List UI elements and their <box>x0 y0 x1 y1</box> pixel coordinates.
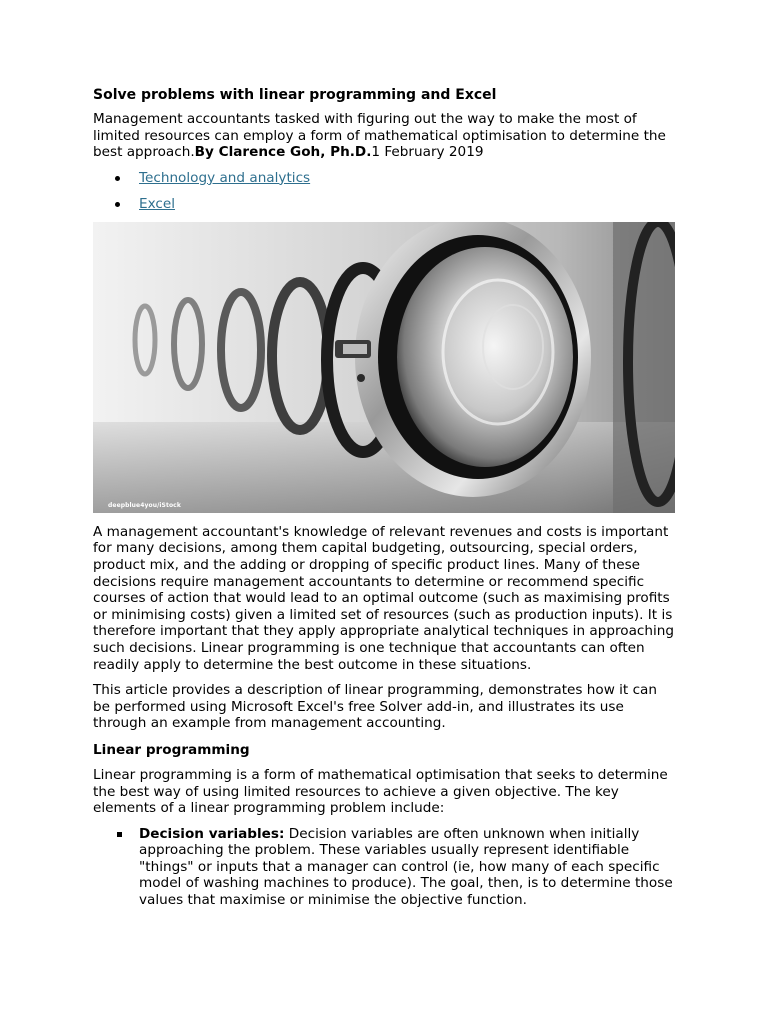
list-item-text: Decision variables are often unknown when initially approaching the problem. These variables usually represent identifiable "things" or inputs that a manager can control (ie, how many of each specific model of washing machines to produce). The goal, then, is to determine those values that maximise or minimise the objective function. <box>139 825 673 909</box>
image-credit: deepblue4you/iStock <box>108 501 181 509</box>
list-item-term: Decision variables: <box>139 825 285 842</box>
summary-text: Management accountants tasked with figuring out the way to make the most of limited resources can employ a form of mathematical optimisation to determine the best approach. <box>93 111 666 161</box>
bullet-icon <box>115 202 120 207</box>
body-paragraph: A management accountant's knowledge of relevant revenues and costs is important for many decisions, among them capital budgeting, outsourcing, special orders, product mix, and the adding or dropping of specific product lines. Many of these decisions require management accountants to determine or recommend specific courses of action that would lead to an optimal outcome (such as maximising profits or minimising costs) given a limited set of resources (such as production inputs). It is therefore important that they apply appropriate analytical techniques in approaching such decisions. Linear programming is one technique that accountants can often readily apply to determine the best outcome in these situations. <box>93 523 675 673</box>
tag-item <box>93 196 678 212</box>
tag-list <box>93 170 678 212</box>
list-item <box>93 826 678 909</box>
bullet-icon <box>115 176 120 181</box>
article-summary <box>93 111 678 161</box>
section-heading: Linear programming <box>93 741 250 758</box>
article-title: Solve problems with linear programming and Excel <box>93 87 497 103</box>
author-byline: By Clarence Goh, Ph.D. <box>194 144 372 161</box>
washing-machine-photo <box>93 222 675 513</box>
publish-date: 1 February 2019 <box>371 144 484 161</box>
square-bullet-icon <box>117 832 122 837</box>
hero-image <box>93 222 675 513</box>
tag-link-technology-and-analytics[interactable]: Technology and analytics <box>139 169 311 186</box>
key-elements-list <box>93 826 678 909</box>
section-intro: Linear programming is a form of mathematical optimisation that seeks to determine the best way of using limited resources to achieve a given objective. The key elements of a linear programming problem include: <box>93 766 668 817</box>
article <box>93 86 678 909</box>
tag-link-excel[interactable]: Excel <box>139 195 176 212</box>
body-paragraph: This article provides a description of linear programming, demonstrates how it can be performed using Microsoft Excel's free Solver add-in, and illustrates its use through an example from management accounting. <box>93 682 658 732</box>
tag-item <box>93 170 678 186</box>
